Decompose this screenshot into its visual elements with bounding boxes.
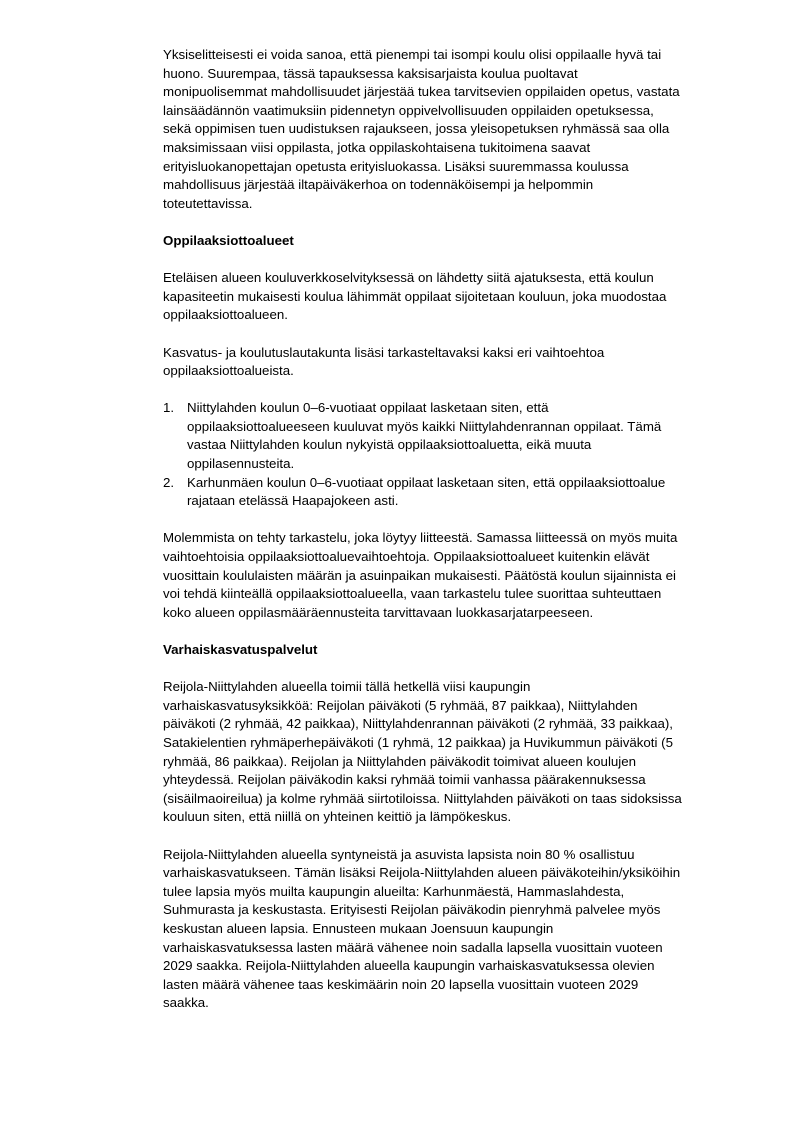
text-line: kouluun siten, että niillä on yhteinen keittiö ja lämpökeskus. [163,809,512,825]
text-line: keskustan alueen lapsia. Ennusteen mukaan Joensuun kaupungin [163,920,554,936]
section1-paragraph-1 [163,269,763,325]
list-item [163,474,763,511]
text-line: saakka. [163,995,209,1011]
text-line: Reijola-Niittylahden alueella toimii tällä hetkellä viisi kaupungin [163,679,531,695]
text-line: oppilasennusteita. [187,456,295,472]
text-line: tulee lapsia myös muilta kaupungin alueilta: Karhunmäestä, Hammaslahdesta, [163,883,625,899]
text-line: oppilaaksiottoalueen. [163,307,288,323]
section2-paragraph-2 [163,846,763,1013]
section2-paragraph-1 [163,678,763,827]
text-line: vaihtoehtoisia oppilaaksiottoaluevaihtoehtoja. Oppilaaksiottoalueet kuitenkin elävät [163,549,650,565]
text-line: sekä oppimisen tuen uudistuksen rajaukseen, jossa yleisopetuksen ryhmässä saa olla [163,121,670,137]
list-item [163,399,763,473]
text-line: 2029 saakka. Reijola-Niittylahden alueella kaupungin varhaiskasvatuksessa olevien [163,958,655,974]
section1-paragraph-3 [163,529,763,622]
document-page [163,46,763,1031]
text-line: Satakielentien ryhmäperhepäiväkoti (1 ryhmä, 12 paikkaa) ja Huvikummun päiväkoti (5 [163,734,673,750]
text-line: Molemmista on tehty tarkastelu, joka löytyy liitteestä. Samassa liitteessä on myös muita [163,530,678,546]
text-line: rajataan etelässä Haapajokeen asti. [187,493,399,509]
numbered-list [163,399,763,511]
text-line: päiväkoti (2 ryhmää, 42 paikkaa), Niittylahdenrannan päiväkoti (2 ryhmää, 33 paikkaa), [163,716,673,732]
text-line: varhaiskasvatusyksikköä: Reijolan päiväkoti (5 ryhmää, 87 paikkaa), Niittylahden [163,697,638,713]
text-line: lainsäädännön vaatimuksiin pidennetyn oppivelvollisuuden oppilaiden opetuksessa, [163,102,654,118]
text-line: (sisäilmaoireilua) ja kolme ryhmää siirtotiloissa. Niittylahden päiväkoti on taas sidoksissa [163,790,682,806]
text-line: varhaiskasvatukseen. Tämän lisäksi Reijola-Niittylahden alueen päiväkoteihin/yksiköihin [163,865,681,881]
text-line: Eteläisen alueen kouluverkkoselvityksessä on lähdetty siitä ajatuksesta, että koulun [163,270,654,286]
list-number: 2. [163,474,175,490]
section-heading-oppilaaksiottoalueet: Oppilaaksiottoalueet [163,232,294,248]
text-line: toteutettavissa. [163,195,253,211]
section1-paragraph-2 [163,344,763,381]
text-line: Karhunmäen koulun 0–6-vuotiaat oppilaat lasketaan siten, että oppilaaksiottoalue [187,474,666,490]
text-line: Reijola-Niittylahden alueella syntyneistä ja asuvista lapsista noin 80 % osallistuu [163,846,635,862]
text-line: huono. Suurempaa, tässä tapauksessa kaksisarjaista koulua puoltavat [163,65,578,81]
text-line: voi tehdä kiinteällä oppilaaksiottoalueella, vaan tarkastelu tulee suorittaa suhteuttaen [163,586,662,602]
text-line: vastaa Niittylahden koulun nykyistä oppilaaksiottoaluetta, eikä muuta [187,437,592,453]
text-line: Kasvatus- ja koulutuslautakunta lisäsi tarkasteltavaksi kaksi eri vaihtoehtoa [163,344,605,360]
text-line: maksimissaan viisi oppilasta, jotka oppilaskohtaisena tukitoimena saavat [163,139,591,155]
text-line: ryhmää, 86 paikkaa). Reijolan ja Niittylahden päiväkodit toimivat alueen koulujen [163,753,637,769]
text-line: Niittylahden koulun 0–6-vuotiaat oppilaat lasketaan siten, että [187,400,549,416]
text-line: oppilaaksiottoalueeseen kuuluvat myös kaikki Niittylahdenrannan oppilaat. Tämä [187,418,662,434]
text-line: kapasiteetin mukaisesti koulua lähimmät oppilaat sijoitetaan kouluun, joka muodostaa [163,288,667,304]
text-line: lasten määrä vähenee taas keskimäärin noin 20 lapsella vuosittain vuoteen 2029 [163,976,639,992]
text-line: mahdollisuus järjestää iltapäiväkerhoa on todennäköisempi ja helpommin [163,177,594,193]
section-heading-varhaiskasvatuspalvelut: Varhaiskasvatuspalvelut [163,642,318,657]
intro-paragraph [163,46,763,213]
text-line: monipuolisemmat mahdollisuudet järjestää tukea tarvitsevien oppilaiden opetus, vastata [163,84,680,100]
list-number: 1. [163,400,175,416]
text-line: vuosittain koululaisten määrän ja asuinpaikan mukaisesti. Päätöstä koulun sijainnista ei [163,567,676,583]
text-line: erityisluokanopettajan opetusta erityisluokassa. Lisäksi suuremmassa koulussa [163,158,629,174]
text-line: varhaiskasvatuksessa lasten määrä vähenee noin sadalla lapsella vuosittain vuoteen [163,939,663,955]
text-line: yhteydessä. Reijolan päiväkodin kaksi ryhmää toimii vanhassa päärakennuksessa [163,772,646,788]
text-line: koko alueen oppilasmääräennusteita tarvittavaan luokkasarjatarpeeseen. [163,604,594,620]
text-line: Yksiselitteisesti ei voida sanoa, että pienempi tai isompi koulu olisi oppilaalle hyvä tai [163,47,662,62]
text-line: Suhmurasta ja keskustasta. Erityisesti Reijolan päiväkodin pienryhmä palvelee myös [163,902,661,918]
text-line: oppilaaksiottoalueista. [163,363,294,379]
